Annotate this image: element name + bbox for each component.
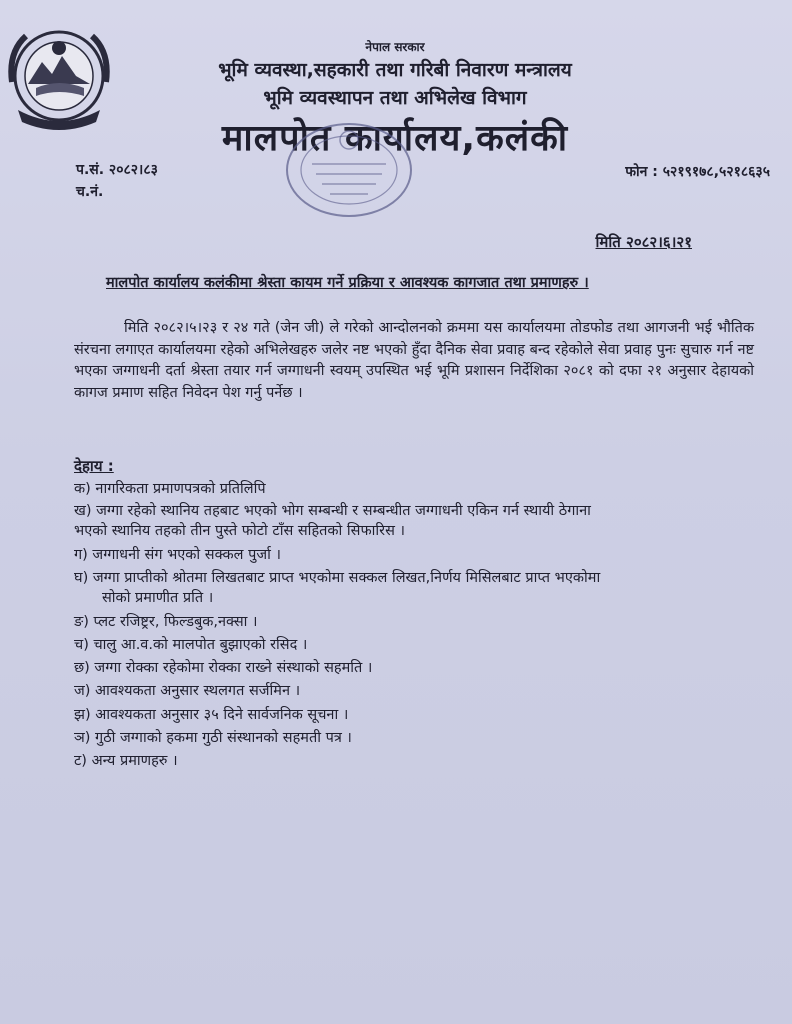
ministry-name: भूमि व्यवस्था,सहकारी तथा गरिबी निवारण मन्त्रालय	[218, 59, 572, 81]
list-item: ज) आवश्यकता अनुसार स्थलगत सर्जमिन ।	[74, 683, 301, 700]
letter-date: मिति २०८२।६।२१	[595, 233, 692, 251]
phone-numbers: फोन : ५२१९१७८,५२१८६३५	[625, 164, 770, 180]
office-name: मालपोत कार्यालय,कलंकी	[221, 118, 569, 159]
dispatch-number: च.नं.	[76, 184, 104, 200]
government-label: नेपाल सरकार	[365, 40, 425, 54]
reference-number: प.सं. २०८२।८३	[76, 162, 158, 178]
list-item: छ) जग्गा रोक्का रहेकोमा रोक्का राख्ने संस्थाको सहमति ।	[74, 660, 373, 677]
list-item: ख) जग्गा रहेको स्थानिय तहबाट भएको भोग सम्बन्धी र सम्बन्धीत जग्गाधनी एकिन गर्न स्थायी ठेगाना भएको स्थानिय तहको तीन पुस्ते फोटो टाँस सहितको सिफारिस ।	[74, 503, 591, 540]
department-name: भूमि व्यवस्थापन तथा अभिलेख विभाग	[263, 87, 527, 109]
office-stamp-icon	[276, 118, 422, 228]
list-item: ङ) प्लट रजिष्ट्रर, फिल्डबुक,नक्सा ।	[74, 613, 258, 630]
list-item: च) चालु आ.व.को मालपोत बुझाएको रसिद ।	[74, 636, 308, 653]
list-item: ग) जग्गाधनी संग भएको सक्कल पुर्जा ।	[74, 547, 281, 564]
letter-subject: मालपोत कार्यालय कलंकीमा श्रेस्ता कायम गर्ने प्रक्रिया र आवश्यक कागजात तथा प्रमाणहरु ।	[106, 275, 589, 291]
list-item: ट) अन्य प्रमाणहरु ।	[74, 753, 178, 770]
attachments-list	[74, 478, 754, 774]
list-item: क) नागरिकता प्रमाणपत्रको प्रतिलिपि	[74, 481, 266, 497]
nepal-government-emblem-icon	[6, 22, 112, 134]
list-item: झ) आवश्यकता अनुसार ३५ दिने सार्वजनिक सूचना ।	[74, 706, 349, 723]
list-item: ञ) गुठी जग्गाको हकमा गुठी संस्थानको सहमती पत्र ।	[74, 730, 352, 747]
list-item: घ) जग्गा प्राप्तीको श्रोतमा लिखतबाट प्राप्त भएकोमा सक्कल लिखत,निर्णय मिसिलबाट प्राप्त भएकोमा सोको प्रमाणीत प्रति ।	[74, 569, 601, 606]
attachments-heading: देहाय :	[74, 457, 114, 475]
body-paragraph: मिति २०८२।५।२३ र २४ गते (जेन जी) ले गरेको आन्दोलनको क्रममा यस कार्यालयमा तोडफोड तथा आगजनी भई भौतिक संरचना लगाएत कार्यालयमा रहेको अभिलेखहरु जलेर नष्ट भएको हुँदा दैनिक सेवा प्रवाह बन्द रहेकोले सेवा प्रवाह पुनः सुचारु गर्न नष्ट भएका जग्गाधनी दर्ता श्रेस्ता तयार गर्न जग्गाधनी स्वयम् उपस्थित भई भूमि प्रशासन निर्देशिका २०८१ को दफा २१ अनुसार देहायको कागज प्रमाण सहित निवेदन पेश गर्नु पर्नेछ ।	[74, 320, 754, 401]
